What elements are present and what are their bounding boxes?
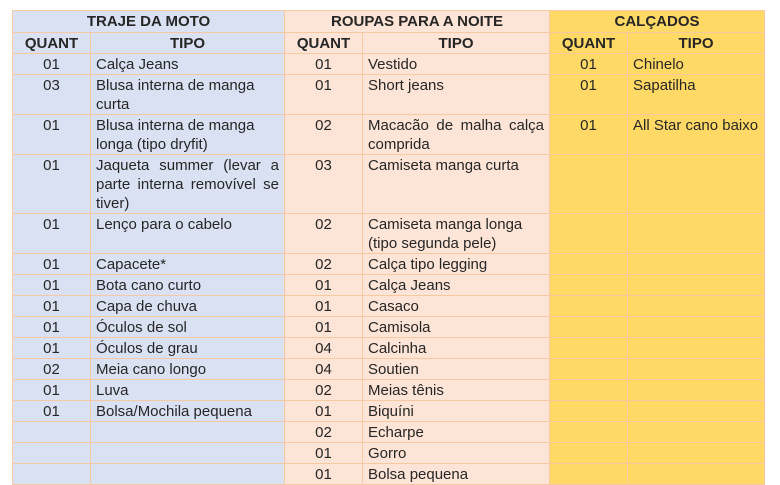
- moto-quant-cell: 01: [13, 155, 91, 214]
- calcados-quant-cell: [550, 155, 628, 214]
- moto-tipo-cell: [91, 443, 285, 464]
- noite-quant-cell: 04: [285, 338, 363, 359]
- noite-tipo-cell: Camiseta manga longa (tipo segunda pele): [363, 214, 550, 254]
- moto-tipo-cell: [91, 464, 285, 485]
- table-row: [13, 317, 765, 338]
- noite-tipo-cell: Soutien: [363, 359, 550, 380]
- noite-tipo-cell: Bolsa pequena: [363, 464, 550, 485]
- table-row: [13, 380, 765, 401]
- moto-quant-cell: 03: [13, 75, 91, 115]
- calcados-tipo-cell: [628, 443, 765, 464]
- noite-quant-cell: 01: [285, 317, 363, 338]
- section-title-calcados: CALÇADOS: [550, 11, 765, 33]
- moto-quant-cell: [13, 464, 91, 485]
- section-title-moto: TRAJE DA MOTO: [13, 11, 285, 33]
- calcados-quant-cell: [550, 443, 628, 464]
- section-title-noite: ROUPAS PARA A NOITE: [285, 11, 550, 33]
- table-row: [13, 54, 765, 75]
- packing-list-table: [12, 10, 765, 485]
- calcados-quant-cell: [550, 464, 628, 485]
- noite-quant-cell: 02: [285, 422, 363, 443]
- moto-quant-cell: 01: [13, 254, 91, 275]
- calcados-quant-cell: [550, 296, 628, 317]
- column-header-tipo: TIPO: [363, 33, 550, 54]
- moto-quant-cell: 01: [13, 401, 91, 422]
- table-row: [13, 254, 765, 275]
- moto-quant-cell: 01: [13, 338, 91, 359]
- moto-tipo-cell: Capa de chuva: [91, 296, 285, 317]
- noite-quant-cell: 01: [285, 401, 363, 422]
- calcados-tipo-cell: [628, 214, 765, 254]
- noite-tipo-cell: Casaco: [363, 296, 550, 317]
- table-row: [13, 443, 765, 464]
- noite-tipo-cell: Camisola: [363, 317, 550, 338]
- table-row: [13, 75, 765, 115]
- calcados-quant-cell: [550, 338, 628, 359]
- calcados-tipo-cell: [628, 401, 765, 422]
- calcados-quant-cell: [550, 401, 628, 422]
- calcados-quant-cell: [550, 317, 628, 338]
- noite-tipo-cell: Calcinha: [363, 338, 550, 359]
- noite-quant-cell: 01: [285, 54, 363, 75]
- moto-tipo-cell: Capacete*: [91, 254, 285, 275]
- noite-quant-cell: 01: [285, 296, 363, 317]
- noite-tipo-cell: Vestido: [363, 54, 550, 75]
- calcados-quant-cell: [550, 380, 628, 401]
- table-row: [13, 359, 765, 380]
- moto-tipo-cell: [91, 422, 285, 443]
- table-row: [13, 296, 765, 317]
- moto-quant-cell: 01: [13, 214, 91, 254]
- moto-quant-cell: 01: [13, 317, 91, 338]
- noite-tipo-cell: Camiseta manga curta: [363, 155, 550, 214]
- calcados-tipo-cell: All Star cano baixo: [628, 115, 765, 155]
- moto-quant-cell: 01: [13, 296, 91, 317]
- table-row: [13, 401, 765, 422]
- column-header-tipo: TIPO: [628, 33, 765, 54]
- noite-quant-cell: 02: [285, 214, 363, 254]
- table-row: [13, 338, 765, 359]
- noite-tipo-cell: Meias tênis: [363, 380, 550, 401]
- calcados-tipo-cell: Chinelo: [628, 54, 765, 75]
- column-header-quant: QUANT: [13, 33, 91, 54]
- noite-tipo-cell: Macacão de malha calça comprida: [363, 115, 550, 155]
- calcados-quant-cell: 01: [550, 115, 628, 155]
- moto-tipo-cell: Óculos de grau: [91, 338, 285, 359]
- noite-quant-cell: 03: [285, 155, 363, 214]
- moto-quant-cell: [13, 443, 91, 464]
- moto-quant-cell: 01: [13, 54, 91, 75]
- noite-quant-cell: 02: [285, 380, 363, 401]
- noite-tipo-cell: Calça Jeans: [363, 275, 550, 296]
- noite-tipo-cell: Calça tipo legging: [363, 254, 550, 275]
- noite-quant-cell: 01: [285, 464, 363, 485]
- noite-tipo-cell: Echarpe: [363, 422, 550, 443]
- moto-tipo-cell: Jaqueta summer (levar a parte interna removível se tiver): [91, 155, 285, 214]
- calcados-tipo-cell: [628, 422, 765, 443]
- table-row: [13, 422, 765, 443]
- calcados-quant-cell: [550, 422, 628, 443]
- calcados-tipo-cell: Sapatilha: [628, 75, 765, 115]
- noite-quant-cell: 01: [285, 75, 363, 115]
- calcados-quant-cell: 01: [550, 54, 628, 75]
- column-header-tipo: TIPO: [91, 33, 285, 54]
- noite-tipo-cell: Biquíni: [363, 401, 550, 422]
- section-header-row: [13, 11, 765, 33]
- column-header-quant: QUANT: [550, 33, 628, 54]
- moto-tipo-cell: Blusa interna de manga longa (tipo dryfit): [91, 115, 285, 155]
- moto-tipo-cell: Bota cano curto: [91, 275, 285, 296]
- noite-quant-cell: 01: [285, 443, 363, 464]
- moto-quant-cell: [13, 422, 91, 443]
- calcados-tipo-cell: [628, 254, 765, 275]
- noite-quant-cell: 02: [285, 254, 363, 275]
- calcados-tipo-cell: [628, 317, 765, 338]
- calcados-tipo-cell: [628, 275, 765, 296]
- moto-tipo-cell: Meia cano longo: [91, 359, 285, 380]
- column-header-row: [13, 33, 765, 54]
- table-row: [13, 155, 765, 214]
- calcados-quant-cell: [550, 359, 628, 380]
- moto-tipo-cell: Calça Jeans: [91, 54, 285, 75]
- noite-quant-cell: 04: [285, 359, 363, 380]
- moto-tipo-cell: Óculos de sol: [91, 317, 285, 338]
- moto-quant-cell: 01: [13, 275, 91, 296]
- noite-quant-cell: 01: [285, 275, 363, 296]
- table-row: [13, 115, 765, 155]
- noite-quant-cell: 02: [285, 115, 363, 155]
- noite-tipo-cell: Short jeans: [363, 75, 550, 115]
- moto-tipo-cell: Lenço para o cabelo: [91, 214, 285, 254]
- calcados-tipo-cell: [628, 359, 765, 380]
- calcados-quant-cell: [550, 214, 628, 254]
- moto-quant-cell: 01: [13, 115, 91, 155]
- calcados-tipo-cell: [628, 296, 765, 317]
- moto-tipo-cell: Bolsa/Mochila pequena: [91, 401, 285, 422]
- noite-tipo-cell: Gorro: [363, 443, 550, 464]
- moto-quant-cell: 01: [13, 380, 91, 401]
- calcados-tipo-cell: [628, 464, 765, 485]
- moto-tipo-cell: Luva: [91, 380, 285, 401]
- calcados-tipo-cell: [628, 338, 765, 359]
- calcados-tipo-cell: [628, 155, 765, 214]
- calcados-quant-cell: [550, 275, 628, 296]
- calcados-quant-cell: 01: [550, 75, 628, 115]
- calcados-tipo-cell: [628, 380, 765, 401]
- table-row: [13, 464, 765, 485]
- column-header-quant: QUANT: [285, 33, 363, 54]
- calcados-quant-cell: [550, 254, 628, 275]
- moto-quant-cell: 02: [13, 359, 91, 380]
- moto-tipo-cell: Blusa interna de manga curta: [91, 75, 285, 115]
- table-row: [13, 214, 765, 254]
- table-row: [13, 275, 765, 296]
